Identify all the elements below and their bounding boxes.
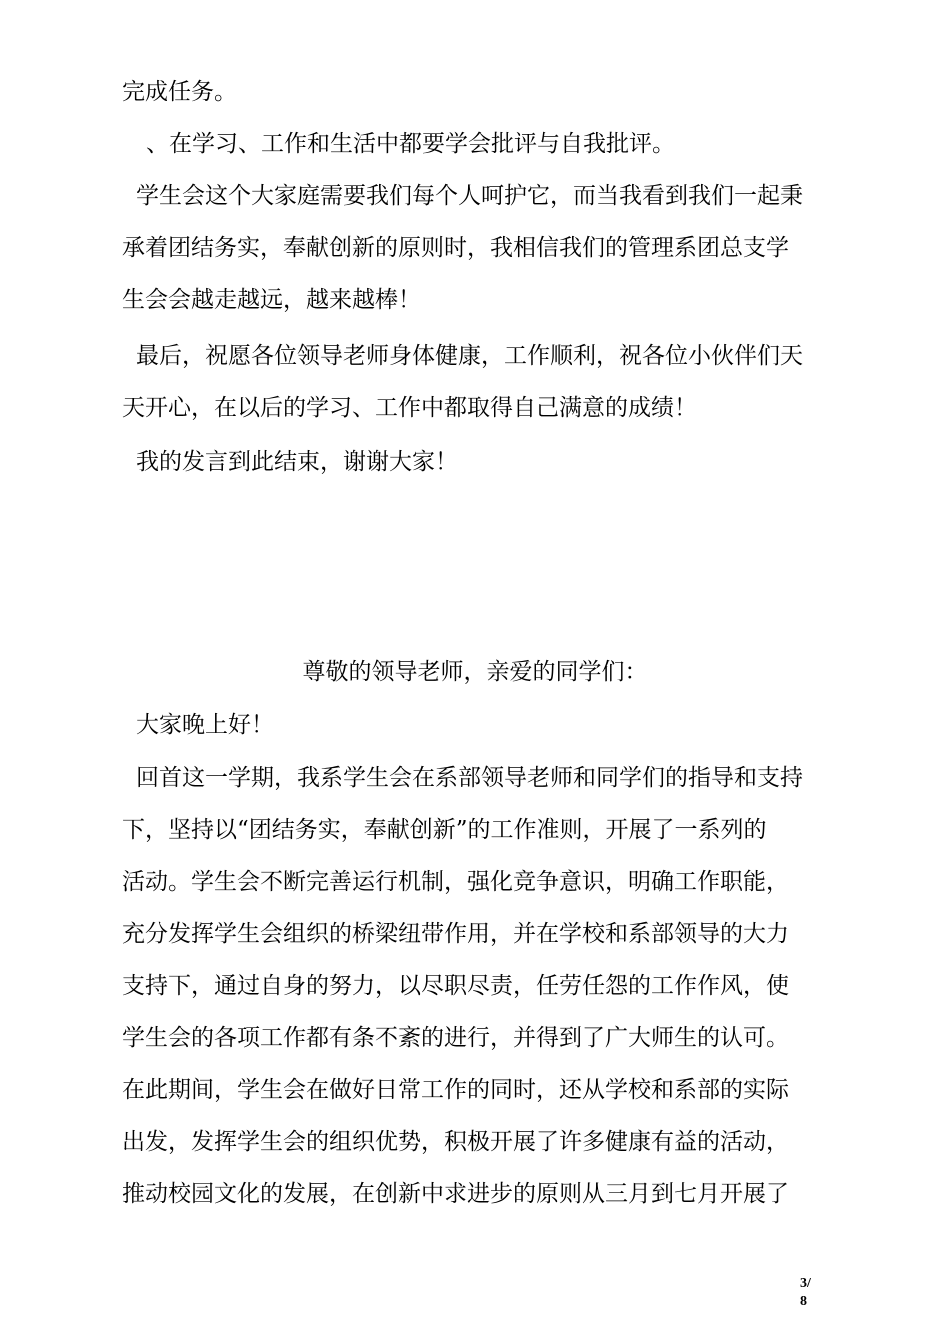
paragraph-line: 推动校园文化的发展，在创新中求进步的原则从三月到七月开展了: [122, 1181, 789, 1207]
salutation-heading: 尊敬的领导老师，亲爱的同学们：: [302, 659, 648, 685]
paragraph-line: 天开心，在以后的学习、工作中都取得自己满意的成绩！: [122, 395, 697, 421]
paragraph-line: 完成任务。: [122, 79, 237, 105]
paragraph-line: 出发，发挥学生会的组织优势，积极开展了许多健康有益的活动，: [122, 1129, 789, 1155]
paragraph-line: 回首这一学期，我系学生会在系部领导老师和同学们的指导和支持: [136, 765, 803, 791]
paragraph-line: 支持下，通过自身的努力，以尽职尽责，任劳任怨的工作作风，使: [122, 973, 789, 999]
paragraph-line: 生会会越走越远，越来越棒！: [122, 287, 421, 313]
paragraph-line: 我的发言到此结束，谢谢大家！: [136, 449, 458, 475]
paragraph-line: 最后，祝愿各位领导老师身体健康，工作顺利，祝各位小伙伴们天: [136, 343, 803, 369]
paragraph-line: 、在学习、工作和生活中都要学会批评与自我批评。: [146, 131, 675, 157]
page-number-top: 3/: [800, 1276, 811, 1291]
paragraph-line: 下，坚持以“团结务实，奉献创新”的工作准则，开展了一系列的: [122, 817, 767, 843]
paragraph-line: 充分发挥学生会组织的桥梁纽带作用，并在学校和系部领导的大力: [122, 921, 789, 947]
paragraph-line: 学生会的各项工作都有条不紊的进行，并得到了广大师生的认可。: [122, 1025, 789, 1051]
paragraph-line: 承着团结务实，奉献创新的原则时，我相信我们的管理系团总支学: [122, 235, 789, 261]
paragraph-line: 在此期间，学生会在做好日常工作的同时，还从学校和系部的实际: [122, 1077, 789, 1103]
paragraph-line: 活动。学生会不断完善运行机制，强化竞争意识，明确工作职能，: [122, 869, 789, 895]
greeting-line: 大家晚上好！: [136, 712, 274, 738]
paragraph-line: 学生会这个大家庭需要我们每个人呵护它，而当我看到我们一起秉: [136, 183, 803, 209]
page-number-bottom: 8: [800, 1294, 807, 1309]
